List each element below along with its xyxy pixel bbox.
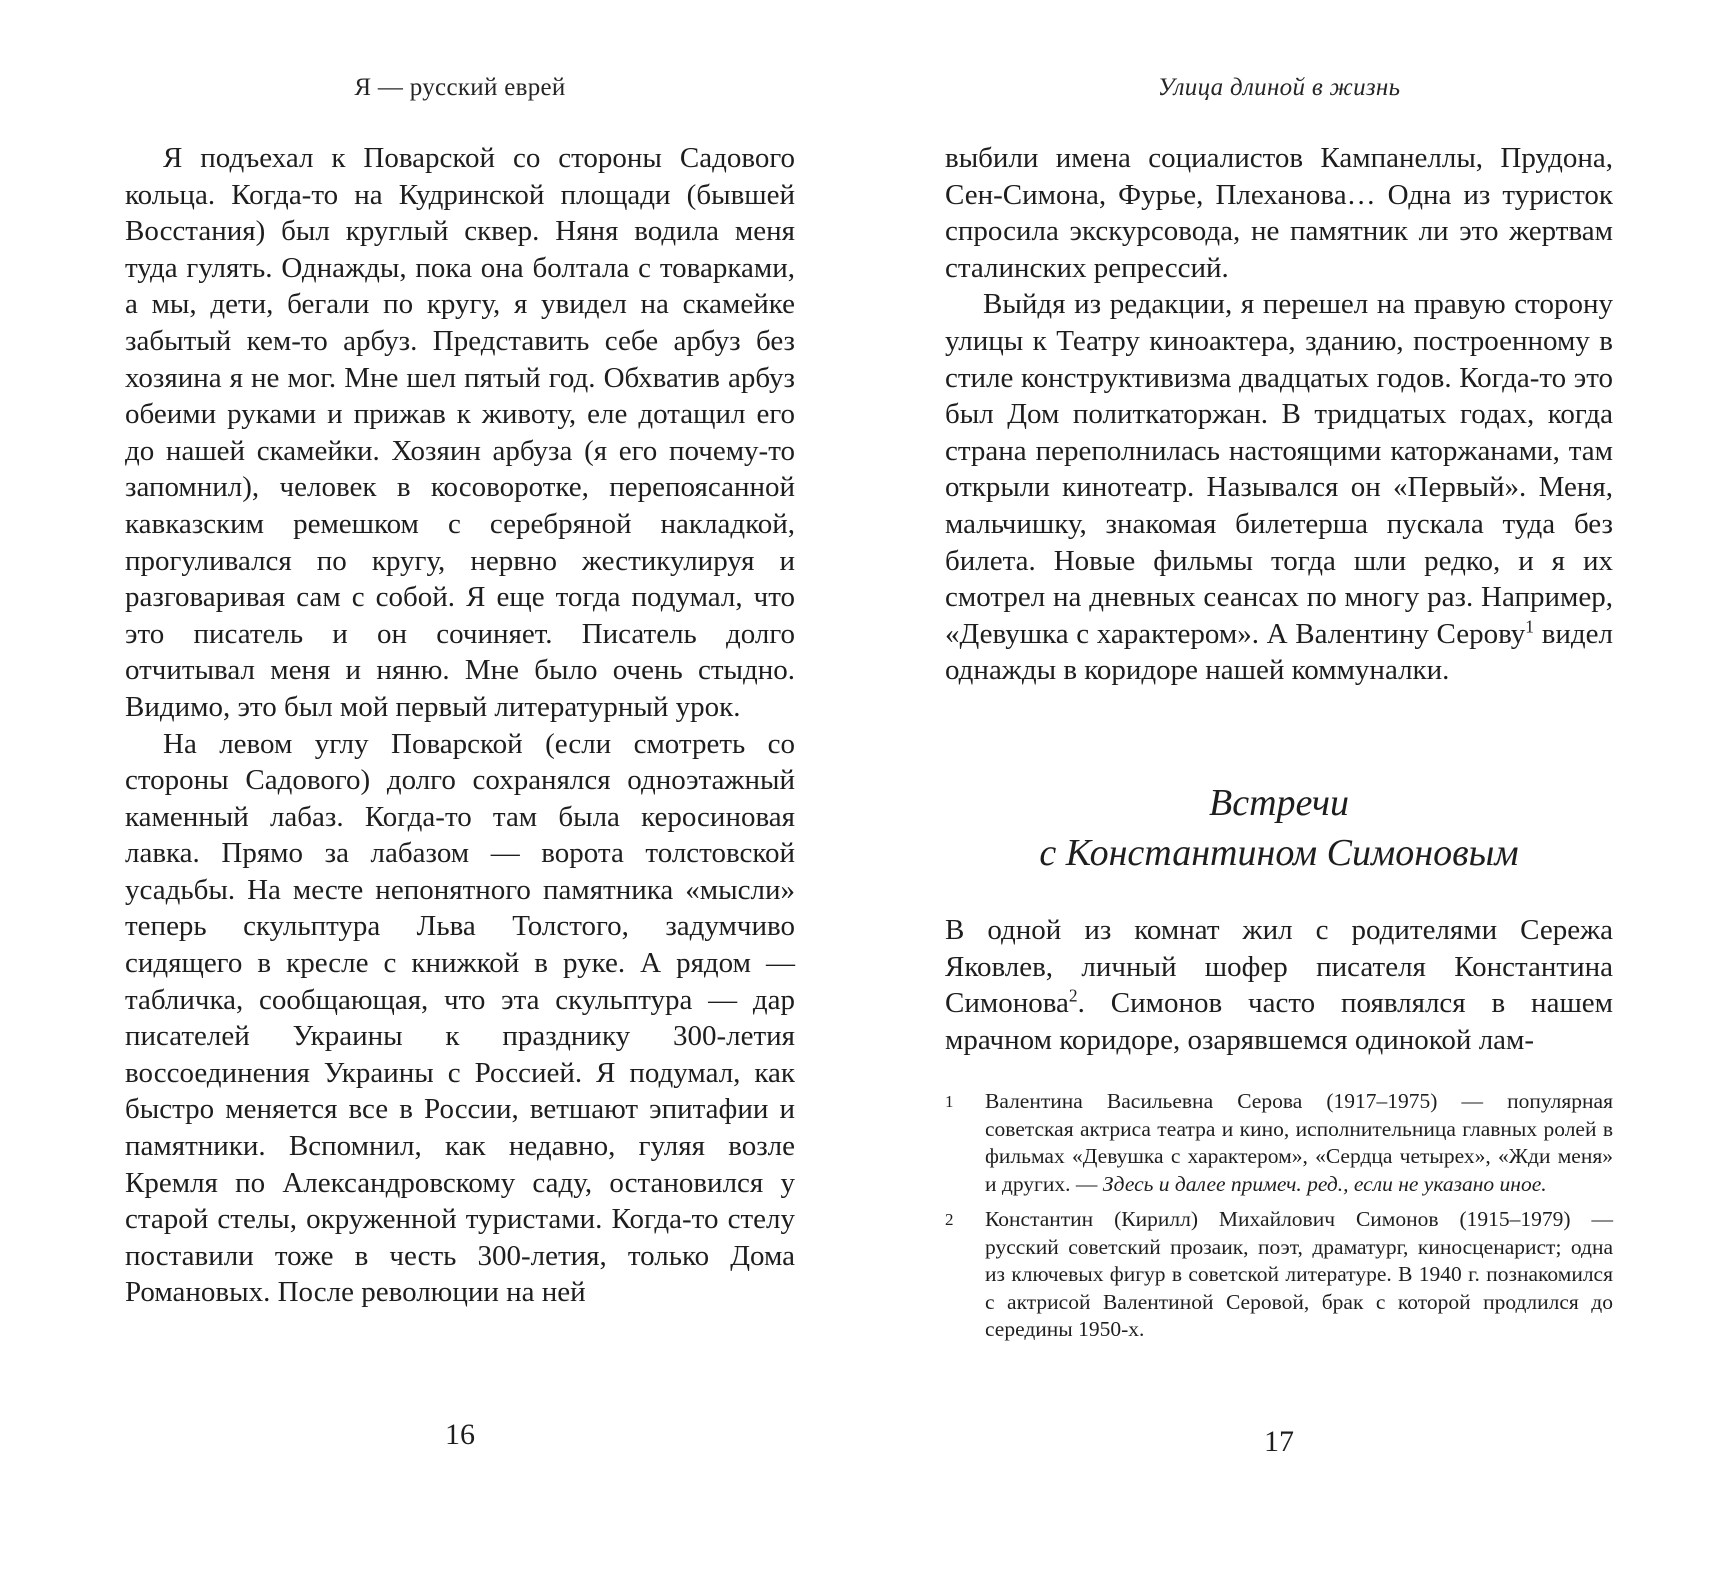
section-title: [945, 778, 1613, 878]
paragraph: выбили имена социалистов Кампанеллы, Прудона, Сен-Симона, Фурье, Плеханова… Одна из туристок спросила экскурсовода, не памятник ли это жертвам сталинских репрессий.: [945, 142, 1613, 284]
footnotes: [945, 1088, 1613, 1352]
section-body-text: [945, 912, 1613, 1058]
paragraph-text: видел однажды в коридоре нашей коммуналки.: [945, 617, 1613, 687]
right-body-text: [945, 140, 1613, 689]
footnote-reference[interactable]: 2: [1068, 985, 1078, 1006]
page-number-left: 16: [445, 1418, 475, 1451]
section-title-line: Встречи: [1208, 782, 1349, 824]
footnote-number: 2: [945, 1210, 954, 1229]
footnote-text: Валентина Васильевна Серова (1917–1975) — популярная советская актриса театра и кино, исполнительница главных ролей в фильмах «Девушка с характером», «Сердца четырех», «Жди меня» и других. —: [985, 1089, 1613, 1196]
footnote-number: 1: [945, 1092, 954, 1111]
paragraph-text: В одной из комнат жил с родителями Сережа Яковлев, личный шофер писателя Константина Симонова: [945, 914, 1613, 1020]
paragraph: [945, 912, 1613, 1058]
paragraph: [945, 286, 1613, 689]
footnote-reference[interactable]: 1: [1525, 616, 1534, 637]
paragraph: Я подъехал к Поварской со стороны Садового кольца. Когда-то на Кудринской площади (бывшей Восстания) был круглый сквер. Няня водила меня туда гулять. Однажды, пока она болтала с товарками, а мы, дети, бегали по кругу, я увидел на скамейке забытый кем-то арбуз. Представить себе арбуз без хозяина я не мог. Мне шел пятый год. Обхватив арбуз обеими руками и прижав к животу, еле дотащил его до нашей скамейки. Хозяин арбуза (я его почему-то запомнил), человек в косоворотке, перепоясанной кавказским ремешком с серебряной накладкой, прогуливался по кругу, нервно жестикулируя и разговаривая сам с собой. Я еще тогда подумал, что это писатель и он сочиняет. Писатель долго отчитывал меня и няню. Мне было очень стыдно. Видимо, это был мой первый литературный урок.: [125, 142, 795, 723]
section-title-line: с Константином Симоновым: [1039, 832, 1519, 874]
footnote-italic-note: Здесь и далее примеч. ред., если не указано иное.: [1102, 1171, 1547, 1196]
page-number-right: 17: [1264, 1425, 1294, 1458]
running-head-left: Я — русский еврей: [354, 74, 566, 101]
paragraph-text: Выйдя из редакции, я перешел на правую сторону улицы к Театру киноактера, зданию, построенному в стиле конструктивизма двадцатых годов. Когда-то это был Дом политкаторжан. В тридцатых годах, когда страна переполнилась настоящими каторжанами, там открыли кинотеатр. Назывался он «Первый». Меня, мальчишку, знакомая билетерша пускала туда без билета. Новые фильмы тогда шли редко, и я их смотрел на дневных сеансах по многу раз. Например, «Девушка с характером». А Валентину Серову: [945, 288, 1613, 650]
footnote: [945, 1088, 1613, 1198]
footnote: [945, 1206, 1613, 1344]
running-head-right: Улица длиной в жизнь: [1157, 74, 1401, 101]
paragraph: На левом углу Поварской (если смотреть со стороны Садового) долго сохранялся одноэтажный каменный лабаз. Когда-то там была керосиновая лавка. Прямо за лабазом — ворота толстовской усадьбы. На месте непонятного памятника «мысли» теперь скульптура Льва Толстого, задумчиво сидящего в кресле с книжкой в руке. А рядом — табличка, сообщающая, что эта скульптура — дар писателей Украины к празднику 300-летия воссоединения Украины с Россией. Я подумал, как быстро меняется все в России, ветшают эпитафии и памятники. Вспомнил, как недавно, гуляя возле Кремля по Александровскому саду, остановился у старой стелы, окруженной туристами. Когда-то стелу поставили тоже в честь 300-летия, только Дома Романовых. После революции на ней: [125, 727, 795, 1309]
footnote-text: Константин (Кирилл) Михайлович Симонов (1915–1979) — русский советский прозаик, поэт, драматург, киносценарист; одна из ключевых фигур в советской литературе. В 1940 г. познакомился с актрисой Валентиной Серовой, брак с которой продлился до середины 1950-х.: [985, 1207, 1613, 1341]
left-body-text: [125, 140, 795, 1311]
paragraph-text: . Симонов часто появлялся в нашем мрачном коридоре, озарявшемся одинокой лам-: [945, 987, 1613, 1056]
